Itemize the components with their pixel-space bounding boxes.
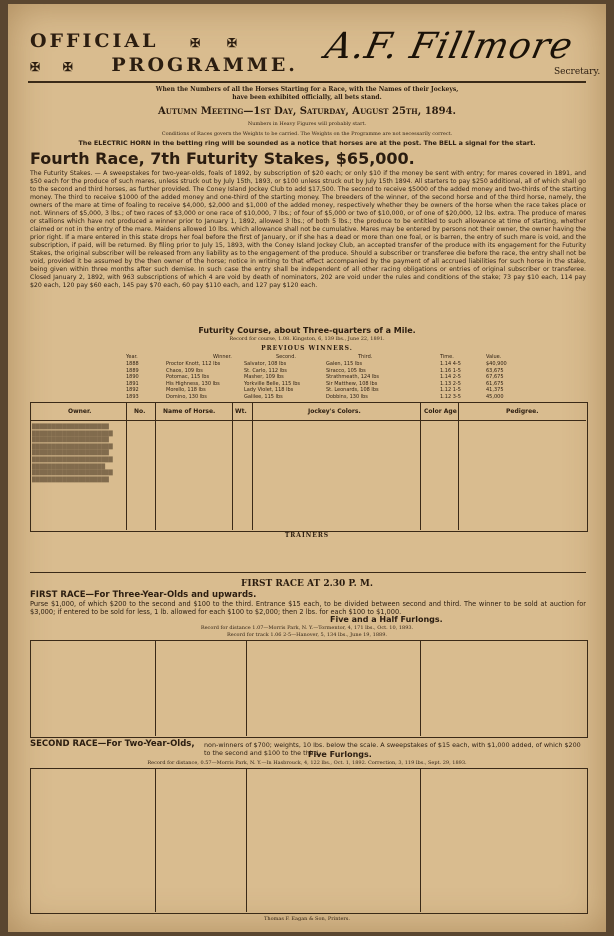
col-divider (155, 640, 156, 736)
ornament-icon: ✠ (226, 36, 240, 50)
pw-cell: Masher, 109 lbs (244, 374, 284, 381)
futurity-conditions: The Futurity Stakes. — A sweepstakes for two-year-olds, foals of 1892, by subscription of $20 each; or only $10 if the money be sent with entry; for mares covered in 1891, and $50 each for the produce of such mares, unless struck out by July 15th, 1893, or $100 unless struck out by July 15th 1894. All starters to pay $250 additional, all of which shall go to the second and third horses, as further provided. The Coney Island Jockey Club to add $17,500. The second to receive $5000 of the added money and two-thirds of the starting money. The third to receive $1000 of the added money and one-third of the starting money. The breeders of the winner, of the second horse and of the third horse, namely, the owners of the mare at time of foaling to receive $4,000, $2,000 and $1,000 of the added money, respectively whether they be owners of the horse when the race takes place or not. Winners of $5,000, 3 lbs.; of two races of $3,000 or one race of $10,000, 7 lbs.; of four of $5,000 or two of $10,000, or of one of $20,000, 12 lbs. extra. The produce of mares or stallions which have not produced a winner prior to January 1, 1892, allowed 3 lbs.; of both 5 lbs.; the produce to be entitled to such allowance at time of starting, whether claimed or not in the entry of the mare. Maidens allowed 10 lbs. which allowance shall not be cumulative. Mares may be entered by persons not their owner, the owner having the prior right. If a mare entered in this state drops her foal before the first of January, or if she has a dead or more than one foal, or is barren, the entry of such mare is void, and the subscription, if paid, will be returned. By filing prior to July 15, 1893, with the Coney Island Jockey Club, an accepted transfer of the produce with its engagement for the Futurity Stakes, the original subscriber will be released from any liability as to the engagement of the produce. Should a subscriber or transferee die before the race, the entry shall not be void, provided it be assumed by the then owner of the horse; notice in writing to that effect accompanied by the payment of all accrued liabilities for such horse in the stake, being given within three months after such demise. In such case the entry shall be independent of all other racing obligations or entries of original subscriber or transferee. Closed January 2, 1892, with 963 subscriptions of which 4 are void by death of nominators, 202 are void under the rules and conditions of the stake; 73 pay $10 each, 114 pay $20 each, 120 pay $60 each, 145 pay $70 each, 60 pay $110 each, and 127 pay $120 each. (30, 170, 586, 289)
pw-cell: $40,900 (486, 361, 507, 367)
pw-cell: Lady Violet, 118 lbs (244, 387, 294, 394)
ornament-icon: ✠ (30, 60, 44, 74)
pw-header-year: Year. (126, 354, 138, 360)
pw-cell: 1.12 3-5 (440, 394, 461, 400)
pw-header-second: Second. (276, 354, 296, 360)
heavy-figures-note: Numbers in Heavy Figures will probably start. (247, 121, 367, 127)
first-race-banner: FIRST RACE AT 2.30 P. M. (240, 579, 374, 589)
title-official (30, 30, 240, 52)
pw-cell: Yorkville Belle, 115 lbs (244, 380, 301, 387)
entries-header-horse: Name of Horse. (163, 408, 216, 415)
pw-cell: 1.14 2-5 (440, 374, 461, 381)
fourth-race-title: Fourth Race, 7th Futurity Stakes, $65,000. (30, 149, 415, 168)
pw-cell: Strathmeath, 124 lbs (326, 374, 380, 381)
pw-cell: 41,375 (486, 387, 504, 394)
first-race-record2: Record for track 1.06 2-5—Hanover, 5, 134 lbs., June 19, 1889. (227, 632, 387, 638)
printer-credit: Thomas F. Eagan & Son, Printers. (264, 916, 350, 922)
pw-cell: 1.16 1-5 (440, 367, 461, 374)
first-race-record1: Record for distance 1.07—Morris Park, N. Y.—Tormentor, 4, 171 lbs., Oct. 10, 1893. (200, 625, 414, 631)
first-race-conditions: Purse $1,000, of which $200 to the second and $100 to the third. Entrance $15 each, to be divided between second and third. The winner to be sold at auction for $3,000; if entered to be sold for less, 1 lb. allowed for each $100 to $2,000; then 2 lbs. for each $100 to $1,000. (30, 600, 586, 616)
meeting-title: Autumn Meeting—1st Day, Saturday, August 25th, 1894. (157, 106, 457, 117)
pw-header-winner: Winner. (213, 354, 232, 360)
col-divider (252, 402, 253, 530)
second-race-conditions: non-winners of $700; weights, 10 lbs. below the scale. A sweepstakes of $15 each, with $1,000 added, of which $200 to the second and $100 to the third. (204, 741, 581, 757)
pw-cell: Domino, 130 lbs (166, 394, 207, 400)
secretary-label: Secretary. (554, 67, 601, 77)
first-race-course: Five and a Half Furlongs. (330, 615, 443, 624)
title-programme (30, 54, 298, 76)
second-race-record: Record for distance, 0.57—Morris Park, N. Y.—In Hasbrouck, 4, 122 lbs., Oct. 1, 1892. Correction, 3, 119 lbs., Sept. 29, 1893. (147, 760, 467, 766)
pw-cell: Chaos, 109 lbs (166, 367, 203, 374)
pw-cell: Siracco, 105 lbs (326, 367, 366, 374)
entries-header-color-age: Color Age (424, 408, 457, 415)
pw-cell: 1.12 1-5 (440, 387, 461, 394)
programme-text: PROGRAMME. (111, 54, 298, 76)
horn-note: The ELECTRIC HORN in the betting ring will be sounded as a notice that horses are at the post. The BELL a signal for the start. (78, 139, 536, 147)
trainers-rule (30, 572, 586, 573)
pw-header-value: Value. (486, 354, 502, 360)
pw-header-time: Time. (440, 354, 454, 360)
official-text: OFFICIAL (30, 30, 159, 52)
second-race-course: Five Furlongs. (308, 750, 372, 759)
pw-header-third: Third. (358, 354, 373, 360)
pw-cell: 63,675 (486, 367, 504, 374)
entries-faint-text: ████████████████████ █████████████████████ ████████████████████ █████████████████████ ████████████████████ █████████████████████ ███████████████████ █████████████████████ ████████████████████ (32, 424, 113, 483)
first-race-entries-table (30, 640, 588, 738)
ornament-icon: ✠ (190, 36, 204, 50)
col-divider (155, 768, 156, 912)
pw-cell: St. Leonards, 108 lbs (326, 387, 379, 394)
entries-header-pedigree: Pedigree. (506, 408, 539, 415)
pw-cell: Galen, 115 lbs (326, 361, 363, 367)
pw-cell: 1.13 2-5 (440, 380, 461, 387)
col-divider (420, 768, 421, 912)
pw-cell: Galilee, 115 lbs (244, 394, 283, 400)
pw-cell: Potomac, 115 lbs (166, 374, 210, 381)
col-divider (458, 402, 459, 530)
pw-cell: 67,675 (486, 374, 504, 381)
ornament-icon: ✠ (62, 60, 76, 74)
first-race-title: FIRST RACE—For Three-Year-Olds and upwards. (30, 590, 257, 600)
entries-header-no: No. (134, 408, 146, 415)
futurity-course: Futurity Course, about Three-quarters of a Mile. (198, 326, 416, 335)
futurity-record: Record for course, 1.08. Kingston, 6, 139 lbs., June 22, 1891. (229, 336, 385, 342)
pw-cell: 1.14 4-5 (440, 361, 461, 367)
col-divider (420, 402, 421, 530)
col-divider (126, 402, 127, 530)
pw-cell: Salvator, 108 lbs (244, 361, 287, 367)
programme-sheet (8, 4, 606, 932)
intro-line2: have been exhibited officially, all bets stand. (232, 94, 382, 101)
col-divider (246, 768, 247, 912)
pw-cell: His Highness, 130 lbs (166, 380, 220, 387)
second-race-entries-table (30, 768, 588, 914)
conditions-note: Conditions of Races govern the Weights to be carried. The Weights on the Programme are not necessarily correct. (161, 131, 453, 137)
previous-winners-title: PREVIOUS WINNERS. (261, 345, 353, 352)
entries-header-wt: Wt. (235, 408, 247, 415)
secretary-signature: A.F. Fillmore (321, 26, 577, 67)
entries-header-owner: Owner. (68, 408, 92, 415)
pw-cell: 1891 (126, 380, 139, 387)
pw-cell: Dobbins, 130 lbs (326, 394, 368, 400)
intro-line1: When the Numbers of all the Horses Starting for a Race, with the Names of their Jockeys, (155, 86, 459, 93)
trainers-title: TRAINERS (284, 532, 330, 539)
pw-cell: Morello, 118 lbs (166, 387, 206, 394)
pw-cell: Proctor Knott, 112 lbs (166, 361, 221, 367)
header-rule (28, 81, 586, 83)
col-divider (155, 402, 156, 530)
pw-cell: 1893 (126, 394, 139, 400)
pw-cell: 1889 (126, 367, 139, 374)
entries-header-colors: Jockey's Colors. (308, 408, 361, 415)
second-race-title: SECOND RACE—For Two-Year-Olds, (30, 739, 195, 749)
pw-cell: Sir Matthew, 108 lbs (326, 380, 378, 387)
pw-cell: 1890 (126, 374, 139, 381)
col-divider (420, 640, 421, 736)
pw-cell: 45,000 (486, 394, 504, 400)
col-divider (232, 402, 233, 530)
pw-cell: St. Carlo, 112 lbs (244, 367, 287, 374)
col-divider (246, 640, 247, 736)
pw-cell: 1892 (126, 387, 139, 394)
pw-cell: 61,675 (486, 380, 504, 387)
pw-cell: 1888 (126, 361, 139, 367)
entries-header-rule (30, 420, 586, 421)
futurity-entries-table (30, 402, 588, 532)
